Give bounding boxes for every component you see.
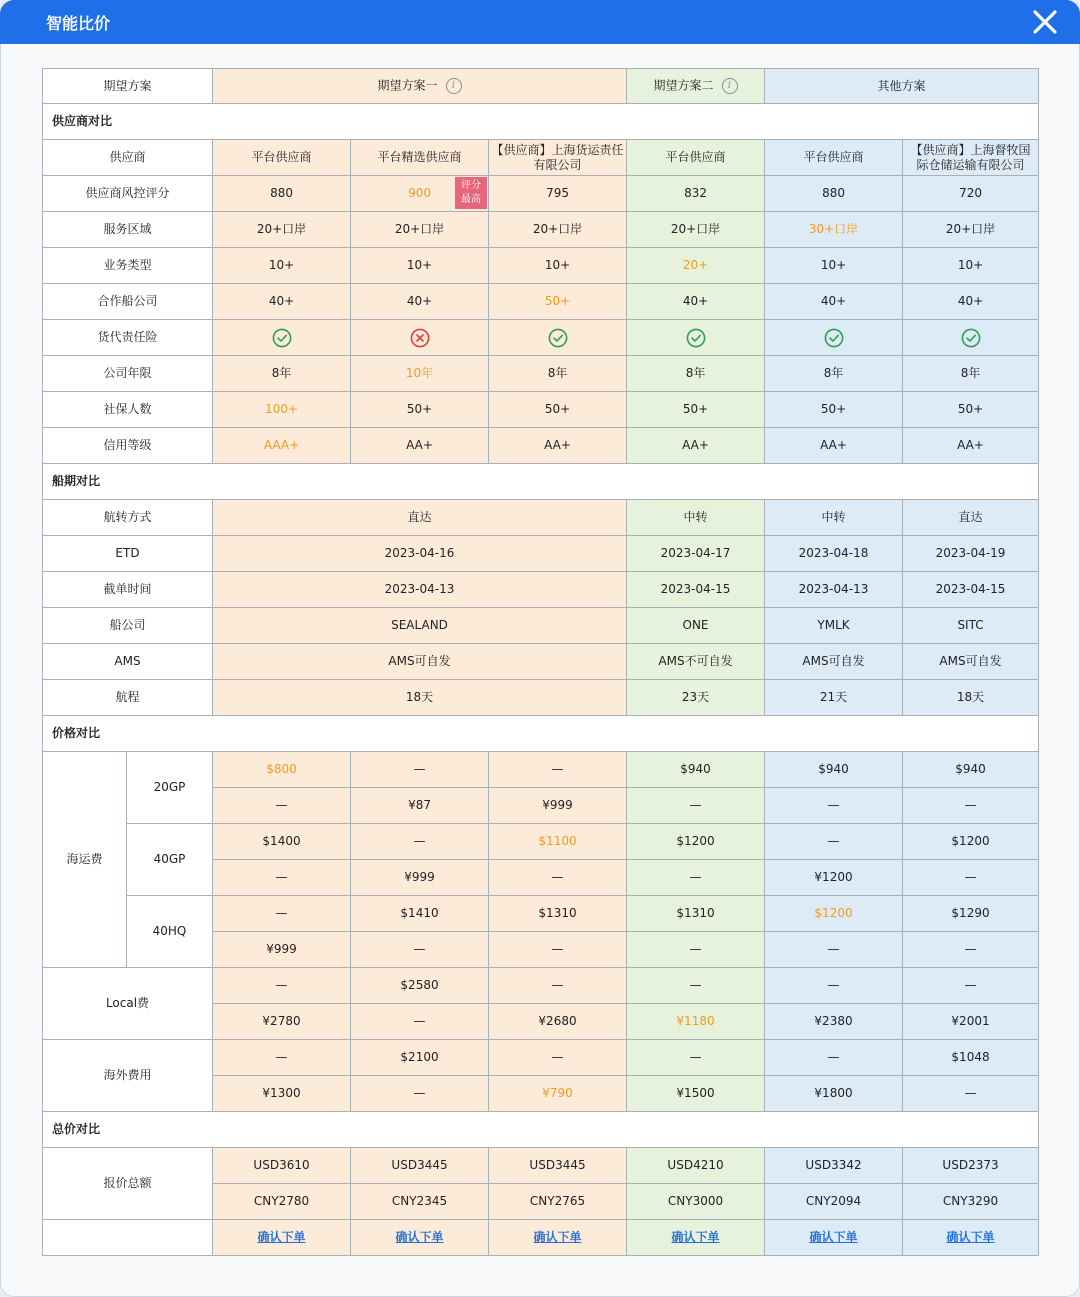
value-cell: 10+ <box>765 248 903 284</box>
confirm-order-link[interactable]: 确认下单 <box>946 1230 995 1244</box>
value-cell: AA+ <box>765 428 903 464</box>
price-cell: — <box>765 788 903 824</box>
table-row <box>43 176 1039 212</box>
value-cell: 50+ <box>489 284 627 320</box>
price-cell: ¥1200 <box>765 860 903 896</box>
plan2-title: 期望方案二 <box>653 78 714 93</box>
value-cell: SEALAND <box>213 608 627 644</box>
value-cell: SITC <box>903 608 1039 644</box>
price-cell: ¥1180 <box>627 1004 765 1040</box>
price-cell: CNY2765 <box>489 1184 627 1220</box>
score-value: 795 <box>546 186 569 200</box>
etd-label: ETD <box>43 536 213 572</box>
price-cell: ¥999 <box>351 860 489 896</box>
price-cell: CNY2345 <box>351 1184 489 1220</box>
value-cell: 直达 <box>213 500 627 536</box>
price-cell: $1400 <box>213 824 351 860</box>
check-icon <box>961 328 981 348</box>
price-cell: — <box>903 1076 1039 1112</box>
ams-label: AMS <box>43 644 213 680</box>
total-label: 报价总额 <box>43 1148 213 1220</box>
table-row <box>43 500 1039 536</box>
score-value: 880 <box>270 186 293 200</box>
mode-label: 航转方式 <box>43 500 213 536</box>
value-cell: 20+口岸 <box>351 212 489 248</box>
value-cell: ONE <box>627 608 765 644</box>
price-cell: — <box>627 788 765 824</box>
table-row <box>43 140 1039 176</box>
compare-table <box>42 68 1039 1256</box>
price-cell: — <box>765 932 903 968</box>
order-cell <box>213 1220 351 1256</box>
plan1-header <box>213 69 627 104</box>
price-cell: $1310 <box>489 896 627 932</box>
table-row <box>43 392 1039 428</box>
price-cell: CNY2094 <box>765 1184 903 1220</box>
hq40-label: 40HQ <box>127 896 213 968</box>
value-cell: AMS可自发 <box>903 644 1039 680</box>
plan1-title: 期望方案一 <box>377 78 438 93</box>
value-cell: 40+ <box>213 284 351 320</box>
value-cell: AAA+ <box>213 428 351 464</box>
price-cell: — <box>213 896 351 932</box>
local-label: Local费 <box>43 968 213 1040</box>
table-row <box>43 608 1039 644</box>
table-row <box>43 212 1039 248</box>
table-row <box>43 824 1039 860</box>
price-cell: $940 <box>765 752 903 788</box>
value-cell: 2023-04-13 <box>765 572 903 608</box>
score-value: 832 <box>684 186 707 200</box>
value-cell: 40+ <box>765 284 903 320</box>
value-cell <box>765 176 903 212</box>
table-row <box>43 1040 1039 1076</box>
value-cell <box>213 176 351 212</box>
section-row <box>43 1112 1039 1148</box>
value-cell: YMLK <box>765 608 903 644</box>
biz-label: 业务类型 <box>43 248 213 284</box>
section-schedule: 船期对比 <box>43 464 1039 500</box>
price-cell: USD2373 <box>903 1148 1039 1184</box>
overseas-label: 海外费用 <box>43 1040 213 1112</box>
price-cell: $1100 <box>489 824 627 860</box>
table-row <box>43 1148 1039 1184</box>
price-cell: — <box>627 932 765 968</box>
value-cell: 8年 <box>489 356 627 392</box>
price-cell: — <box>351 1076 489 1112</box>
section-price: 价格对比 <box>43 716 1039 752</box>
value-cell: 2023-04-17 <box>627 536 765 572</box>
price-cell: — <box>351 932 489 968</box>
price-cell: $1048 <box>903 1040 1039 1076</box>
value-cell: 2023-04-15 <box>627 572 765 608</box>
area-label: 服务区域 <box>43 212 213 248</box>
price-cell: ¥790 <box>489 1076 627 1112</box>
info-icon[interactable]: i <box>446 78 462 94</box>
header-label: 期望方案 <box>43 69 213 104</box>
value-cell <box>627 176 765 212</box>
price-cell: $1410 <box>351 896 489 932</box>
value-cell: 18天 <box>213 680 627 716</box>
price-cell: ¥2680 <box>489 1004 627 1040</box>
plan2-header <box>627 69 765 104</box>
confirm-order-link[interactable]: 确认下单 <box>809 1230 858 1244</box>
value-cell: 50+ <box>627 392 765 428</box>
value-cell: 2023-04-18 <box>765 536 903 572</box>
price-cell: USD3445 <box>489 1148 627 1184</box>
top-score-badge: 评分最高 <box>455 177 487 209</box>
value-cell: AA+ <box>489 428 627 464</box>
price-cell: — <box>489 932 627 968</box>
value-cell: 10+ <box>351 248 489 284</box>
price-cell: — <box>489 968 627 1004</box>
price-cell: ¥1300 <box>213 1076 351 1112</box>
price-cell: — <box>903 932 1039 968</box>
price-cell: ¥2380 <box>765 1004 903 1040</box>
confirm-order-link[interactable]: 确认下单 <box>671 1230 720 1244</box>
value-cell <box>903 320 1039 356</box>
value-cell: 20+口岸 <box>903 212 1039 248</box>
section-row <box>43 716 1039 752</box>
value-cell <box>903 176 1039 212</box>
price-cell: $1310 <box>627 896 765 932</box>
value-cell: 30+口岸 <box>765 212 903 248</box>
value-cell: 20+ <box>627 248 765 284</box>
price-cell: $800 <box>213 752 351 788</box>
value-cell: 平台供应商 <box>765 140 903 176</box>
confirm-order-link[interactable]: 确认下单 <box>395 1230 444 1244</box>
price-cell: — <box>765 824 903 860</box>
value-cell: AA+ <box>627 428 765 464</box>
value-cell: 23天 <box>627 680 765 716</box>
price-cell: CNY2780 <box>213 1184 351 1220</box>
section-row <box>43 464 1039 500</box>
price-cell: — <box>489 752 627 788</box>
gp20-label: 20GP <box>127 752 213 824</box>
header-row <box>43 69 1039 104</box>
price-cell: ¥2001 <box>903 1004 1039 1040</box>
value-cell: 【供应商】上海督牧国际仓储运输有限公司 <box>903 140 1039 176</box>
price-cell: — <box>627 968 765 1004</box>
price-cell: $2100 <box>351 1040 489 1076</box>
value-cell: 20+口岸 <box>213 212 351 248</box>
value-cell: 20+口岸 <box>627 212 765 248</box>
price-cell: ¥999 <box>489 788 627 824</box>
score-label: 供应商风控评分 <box>43 176 213 212</box>
table-row <box>43 320 1039 356</box>
close-icon[interactable] <box>1030 7 1060 37</box>
value-cell <box>351 176 489 212</box>
price-cell: — <box>213 968 351 1004</box>
price-cell: — <box>903 968 1039 1004</box>
price-cell: USD3610 <box>213 1148 351 1184</box>
table-row <box>43 752 1039 788</box>
value-cell: 2023-04-16 <box>213 536 627 572</box>
price-cell: — <box>765 1040 903 1076</box>
price-cell: ¥1800 <box>765 1076 903 1112</box>
price-cell: CNY3290 <box>903 1184 1039 1220</box>
check-icon <box>824 328 844 348</box>
value-cell: 【供应商】上海货运责任有限公司 <box>489 140 627 176</box>
value-cell: 40+ <box>627 284 765 320</box>
value-cell: 20+口岸 <box>489 212 627 248</box>
table-row <box>43 536 1039 572</box>
value-cell: 8年 <box>903 356 1039 392</box>
line-label: 船公司 <box>43 608 213 644</box>
value-cell <box>489 176 627 212</box>
price-cell: — <box>903 788 1039 824</box>
info-icon[interactable]: i <box>722 78 738 94</box>
price-cell: USD3342 <box>765 1148 903 1184</box>
value-cell <box>489 320 627 356</box>
value-cell: 18天 <box>903 680 1039 716</box>
credit-label: 信用等级 <box>43 428 213 464</box>
price-cell: — <box>213 788 351 824</box>
section-total: 总价对比 <box>43 1112 1039 1148</box>
price-cell: USD4210 <box>627 1148 765 1184</box>
other-header: 其他方案 <box>765 69 1039 104</box>
carrier-label: 合作船公司 <box>43 284 213 320</box>
gp40-label: 40GP <box>127 824 213 896</box>
staff-label: 社保人数 <box>43 392 213 428</box>
price-cell: $940 <box>903 752 1039 788</box>
price-cell: ¥87 <box>351 788 489 824</box>
table-row <box>43 284 1039 320</box>
value-cell: 10+ <box>903 248 1039 284</box>
price-cell: — <box>765 968 903 1004</box>
check-icon <box>548 328 568 348</box>
supplier-label: 供应商 <box>43 140 213 176</box>
table-row <box>43 572 1039 608</box>
price-cell: ¥2780 <box>213 1004 351 1040</box>
order-label-cell <box>43 1220 213 1256</box>
dialog-title: 智能比价 <box>46 13 111 33</box>
value-cell: 中转 <box>627 500 765 536</box>
price-cell: ¥999 <box>213 932 351 968</box>
cutoff-label: 截单时间 <box>43 572 213 608</box>
table-row <box>43 680 1039 716</box>
table-row <box>43 356 1039 392</box>
check-icon <box>686 328 706 348</box>
value-cell: AMS可自发 <box>213 644 627 680</box>
price-cell: — <box>351 752 489 788</box>
score-value: 900 <box>408 186 431 200</box>
price-cell: — <box>903 860 1039 896</box>
value-cell: 平台精选供应商 <box>351 140 489 176</box>
price-cell: $2580 <box>351 968 489 1004</box>
order-cell <box>765 1220 903 1256</box>
table-row <box>43 644 1039 680</box>
price-cell: $1200 <box>903 824 1039 860</box>
order-cell <box>351 1220 489 1256</box>
years-label: 公司年限 <box>43 356 213 392</box>
value-cell <box>627 320 765 356</box>
price-cell: $1290 <box>903 896 1039 932</box>
value-cell: 直达 <box>903 500 1039 536</box>
table-row <box>43 428 1039 464</box>
titlebar <box>0 0 1080 44</box>
value-cell: 10+ <box>213 248 351 284</box>
score-value: 880 <box>822 186 845 200</box>
value-cell: 2023-04-19 <box>903 536 1039 572</box>
value-cell: AA+ <box>351 428 489 464</box>
value-cell <box>213 320 351 356</box>
price-cell: ¥1500 <box>627 1076 765 1112</box>
order-cell <box>627 1220 765 1256</box>
value-cell: 2023-04-13 <box>213 572 627 608</box>
price-cell: — <box>213 1040 351 1076</box>
value-cell: 平台供应商 <box>627 140 765 176</box>
order-row <box>43 1220 1039 1256</box>
section-row <box>43 104 1039 140</box>
value-cell: 40+ <box>351 284 489 320</box>
value-cell: AA+ <box>903 428 1039 464</box>
check-icon <box>272 328 292 348</box>
table-row <box>43 248 1039 284</box>
price-cell: — <box>627 1040 765 1076</box>
value-cell: AMS可自发 <box>765 644 903 680</box>
value-cell: 10+ <box>489 248 627 284</box>
table-row <box>43 896 1039 932</box>
price-cell: $1200 <box>627 824 765 860</box>
price-cell: — <box>627 860 765 896</box>
confirm-order-link[interactable]: 确认下单 <box>257 1230 306 1244</box>
price-cell: — <box>351 824 489 860</box>
order-cell <box>903 1220 1039 1256</box>
order-cell <box>489 1220 627 1256</box>
value-cell <box>351 320 489 356</box>
value-cell: 中转 <box>765 500 903 536</box>
score-value: 720 <box>959 186 982 200</box>
price-cell: USD3445 <box>351 1148 489 1184</box>
value-cell: 平台供应商 <box>213 140 351 176</box>
voyage-label: 航程 <box>43 680 213 716</box>
price-cell: CNY3000 <box>627 1184 765 1220</box>
insurance-label: 货代责任险 <box>43 320 213 356</box>
value-cell: 50+ <box>351 392 489 428</box>
price-cell: — <box>489 1040 627 1076</box>
value-cell: 50+ <box>903 392 1039 428</box>
value-cell: AMS不可自发 <box>627 644 765 680</box>
price-cell: $940 <box>627 752 765 788</box>
value-cell: 100+ <box>213 392 351 428</box>
cross-icon <box>410 328 430 348</box>
section-supplier: 供应商对比 <box>43 104 1039 140</box>
table-row <box>43 968 1039 1004</box>
value-cell: 8年 <box>627 356 765 392</box>
price-cell: — <box>351 1004 489 1040</box>
price-cell: — <box>489 860 627 896</box>
value-cell: 8年 <box>765 356 903 392</box>
freight-label: 海运费 <box>43 752 127 968</box>
value-cell: 21天 <box>765 680 903 716</box>
value-cell <box>765 320 903 356</box>
price-cell: $1200 <box>765 896 903 932</box>
value-cell: 50+ <box>765 392 903 428</box>
value-cell: 50+ <box>489 392 627 428</box>
value-cell: 2023-04-15 <box>903 572 1039 608</box>
value-cell: 8年 <box>213 356 351 392</box>
confirm-order-link[interactable]: 确认下单 <box>533 1230 582 1244</box>
compare-table-wrap <box>42 68 1038 1256</box>
price-cell: — <box>213 860 351 896</box>
value-cell: 10年 <box>351 356 489 392</box>
value-cell: 40+ <box>903 284 1039 320</box>
